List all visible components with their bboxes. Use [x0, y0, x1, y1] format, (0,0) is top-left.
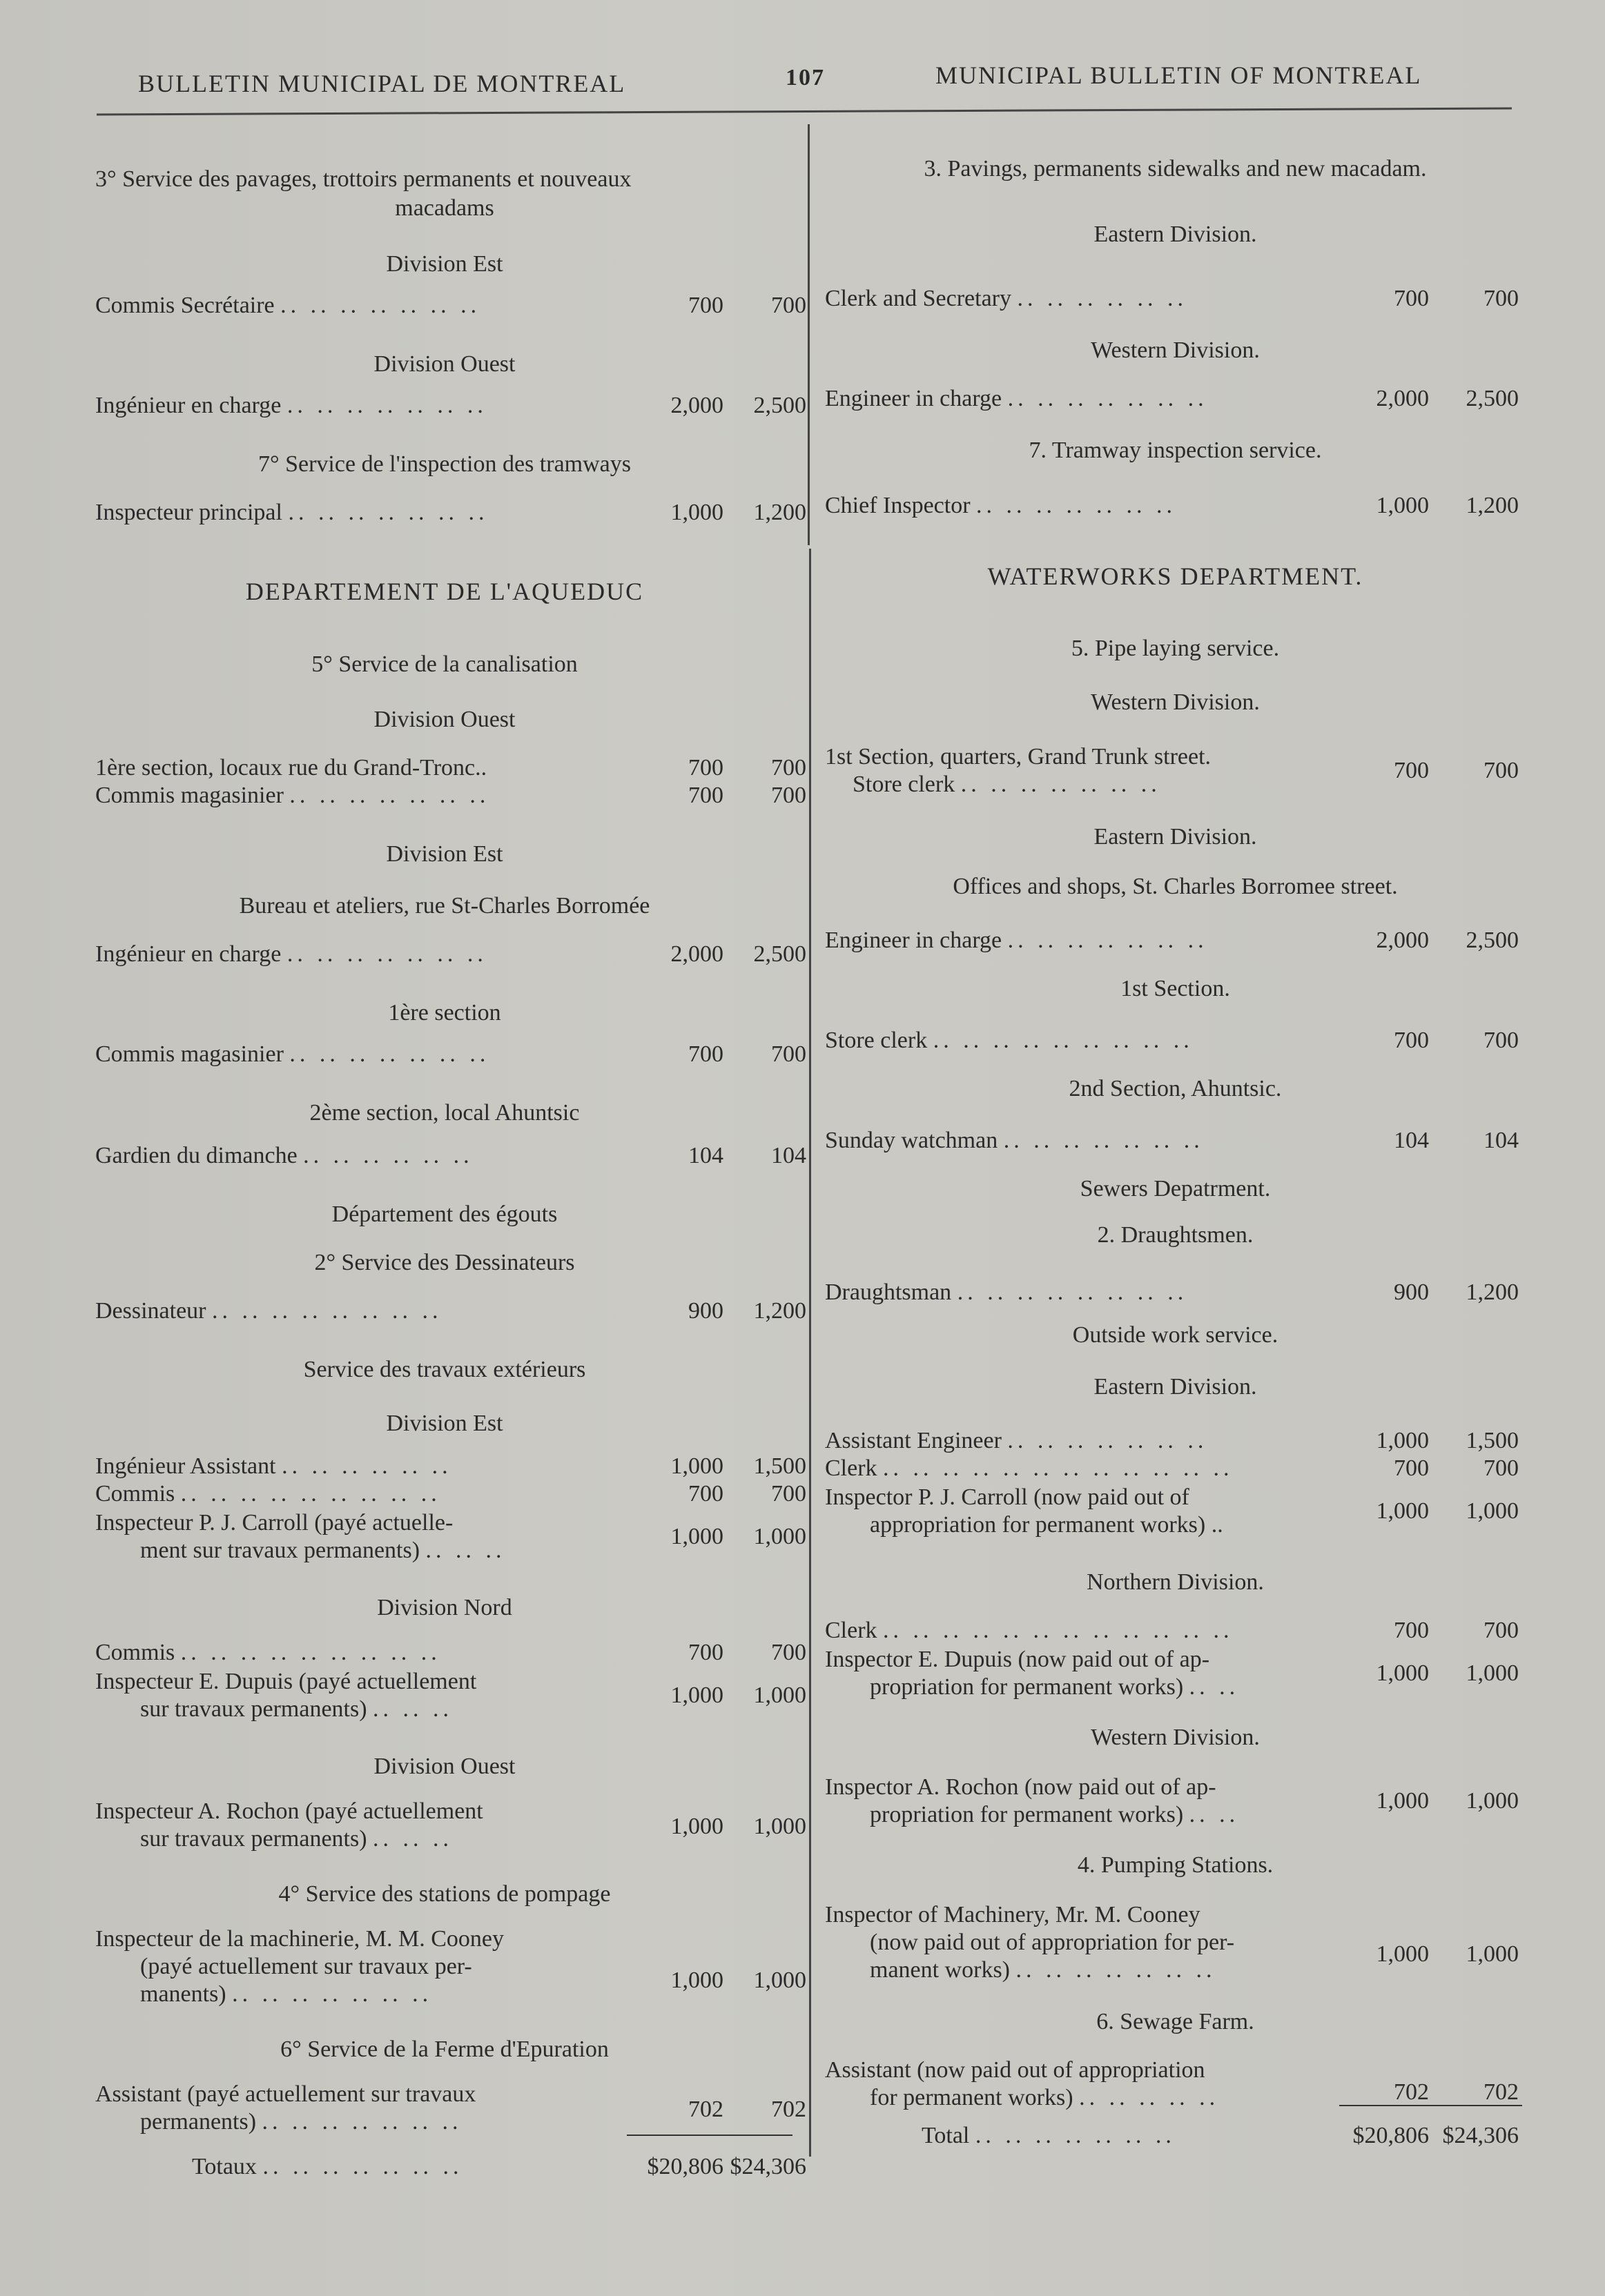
section-heading: Outside work service. [1072, 1322, 1278, 1348]
section-heading-cont: macadams [395, 195, 494, 221]
section-heading: 2. Draughtsmen. [1097, 1222, 1254, 1248]
division-heading: Division Est [386, 841, 503, 867]
header-left-title: BULLETIN MUNICIPAL DE MONTREAL [138, 70, 626, 97]
department-heading: WATERWORKS DEPARTMENT. [987, 562, 1363, 590]
section-subheading: 2ème section, local Ahuntsic [309, 1100, 580, 1126]
division-heading: Eastern Division. [1093, 222, 1257, 247]
table-row: Assistant (payé actuellement sur travaux permanents) .. .. .. .. .. .. .. 702 702 [95, 2081, 806, 2135]
page-number: 107 [786, 65, 825, 90]
table-row: Inspector A. Rochon (now paid out of ap- propriation for permanent works) .. .. 1,000 1,000 [825, 1774, 1519, 1827]
header-rule [97, 108, 1512, 116]
section-heading: 5. Pipe laying service. [1071, 636, 1280, 661]
total-underline [627, 2135, 792, 2136]
section-heading: 7° Service de l'inspection des tramways [258, 451, 631, 477]
table-row: 1st Section, quarters, Grand Trunk street. Store clerk .. .. .. .. .. .. .. 700 700 [825, 744, 1519, 797]
table-row: Inspector P. J. Carroll (now paid out of appropriation for permanent works) .. 1,000 1,000 [825, 1484, 1519, 1538]
division-heading: Division Ouest [373, 1754, 516, 1779]
page-header [97, 61, 1512, 102]
page: BULLETIN MUNICIPAL DE MONTREAL 107 MUNICIPAL BULLETIN OF MONTREAL 3° Service des pavages, trottoirs permanents et nouveaux macadams Division Est Commis Secrétaire .. .. .. .. .. .. .. 700 700 Division Ouest Ingénieur en charge .. .. .. .. .. .. .. 2,000 2,500 7° Service de l'inspection des tramways Inspecteur principal .. .. .. .. .. .. .. 1,000 1,200 DEPARTEMENT DE L'AQUEDUC 5° Service de la canalisation Division Ouest 1ère section, locaux rue du Grand-Tronc.. 700 700 Commis magasinier .. .. .. .. .. .. .. 700 700 Division Est Bureau et ateliers, rue St-Charles Borromée Ingénieur en charge .. .. .. .. .. .. .. 2,000 2,500 1ère section Commis magasinier .. .. .. .. .. .. .. 700 700 2ème section, local Ahuntsic Gardien du dimanche .. .. .. .. .. .. 104 104 Département des égouts 2° Service des Dessinateurs Dessinateur .. .. .. .. .. .. .. .. 900 1,200 Service des travaux extérieurs Division Est Ingénieur Assistant .. .. .. .. .. .. 1,000 1,500 Commis .. .. .. .. .. .. .. .. .. 700 700 Inspecteur P. J. Carroll (payé actuelle- ment sur travaux permanents) .. .. .. 1,000 1,000 Division Nord Commis .. .. .. .. .. .. .. .. .. 700 700 Inspecteur E. Dupuis (payé actuellement sur travaux permanents) .. .. .. 1,000 1,000 Division Ouest Inspecteur A. Rochon (payé actuellement sur travaux permanents) .. .. .. 1,000 1,000 4° Service des stations de pompage Inspecteur de la machinerie, M. M. Cooney (payé actuellement sur travaux per- manents) .. .. .. .. .. .. .. 1,000 1,000 6° Service de la Ferme d'Epuration Assistant (payé actuellement sur travaux permanents) .. .. .. .. .. .. .. 702 702 Totaux .. .. .. .. .. .. .. $20,806 $24,306 3. Pavings, permanents sidewalks and new macadam. Eastern Division. Clerk and Secretary .. .. .. .. .. .. 700 700 Western Division. Engineer in charge .. .. .. .. .. .. .. 2,000 2,500 7. Tramway inspection service. Chief Inspector .. .. .. .. .. .. .. 1,000 1,200 WATERWORKS DEPARTMENT. 5. Pipe laying service. Western Division. 1st Section, quarters, Grand Trunk street. Store clerk .. .. .. .. .. .. .. 700 700 Eastern Division. Offices and shops, St. Charles Borromee street. Engineer in charge .. .. .. .. .. .. .. 2,000 2,500 1st Section. Store clerk .. .. .. .. .. .. .. .. .. 700 700 2nd Section, Ahuntsic. Sunday watchman .. .. .. .. .. .. .. 104 104 Sewers Depatrment. 2. Draughtsmen. Draughtsman .. .. .. .. .. .. .. .. 900 1,200 Outside work service. Eastern Division. Assistant Engineer .. .. .. .. .. .. .. 1,000 1,500 Clerk .. .. .. .. .. .. .. .. .. .. .. .. 700 700 Inspector P. J. Carroll (now paid out of appropriation for permanent works) .. 1,000 1,000 Northern Division. Clerk .. .. .. .. .. .. .. .. .. .. .. .. 700 700 Inspector E. Dupuis (now paid out of ap- propriation for permanent works) .. .. 1,000 1,000 Western Division. Inspector A. Rochon (now paid out of ap- propriation for permanent works) .. .. 1,000 1,000 4. Pumping Stations. Inspector of Machinery, Mr. M. Cooney (now paid out of appropriation for per- manent works) .. .. .. .. .. .. .. 1,000 1,000 6. Sewage Farm. Assistant (now paid out of appropriation for permanent works) .. .. .. .. .. 702 702 Total .. .. .. .. .. .. .. $20,806 $24,306 [0, 0, 1605, 2296]
division-heading: Eastern Division. [1093, 1374, 1257, 1400]
section-subheading: 1ère section [388, 1000, 501, 1026]
section-heading: Service des travaux extérieurs [303, 1357, 586, 1382]
department-heading: DEPARTEMENT DE L'AQUEDUC [245, 578, 644, 605]
department-heading: Sewers Depatrment. [1080, 1176, 1271, 1201]
table-row: Assistant (now paid out of appropriation for permanent works) .. .. .. .. .. 702 702 [825, 2057, 1519, 2110]
section-heading: 4. Pumping Stations. [1077, 1852, 1274, 1878]
table-row: Inspecteur A. Rochon (payé actuellement sur travaux permanents) .. .. .. 1,000 1,000 [95, 1798, 806, 1852]
division-heading: Division Ouest [373, 351, 516, 377]
table-row: Inspector E. Dupuis (now paid out of ap- propriation for permanent works) .. .. 1,000 1,000 [825, 1647, 1519, 1700]
location-heading: Bureau et ateliers, rue St-Charles Borromée [239, 893, 650, 919]
section-heading: 2° Service des Dessinateurs [314, 1250, 575, 1275]
total-underline [1339, 2105, 1522, 2106]
division-heading: Division Nord [377, 1595, 512, 1620]
division-heading: Western Division. [1091, 337, 1260, 363]
table-row: Inspecteur E. Dupuis (payé actuellement sur travaux permanents) .. .. .. 1,000 1,000 [95, 1669, 806, 1722]
section-heading: 6. Sewage Farm. [1096, 2009, 1254, 2034]
column-divider-upper [808, 124, 810, 545]
section-heading: 7. Tramway inspection service. [1029, 438, 1322, 463]
department-heading: Département des égouts [331, 1201, 558, 1227]
division-heading: Division Est [386, 251, 503, 277]
section-heading: 5° Service de la canalisation [311, 651, 578, 677]
division-heading: Western Division. [1091, 689, 1260, 715]
table-row: Inspecteur de la machinerie, M. M. Cooney (payé actuellement sur travaux per- manents) .. .. .. .. .. .. .. 1,000 1,000 [95, 1926, 806, 2007]
location-heading: Offices and shops, St. Charles Borromee street. [953, 874, 1398, 899]
column-divider-lower [809, 549, 811, 2157]
division-heading: Division Est [386, 1411, 503, 1436]
header-right-title: MUNICIPAL BULLETIN OF MONTREAL [935, 61, 1422, 89]
section-heading: 6° Service de la Ferme d'Epuration [280, 2037, 609, 2062]
division-heading: Division Ouest [373, 707, 516, 732]
section-heading: 4° Service des stations de pompage [278, 1881, 611, 1907]
division-heading: Western Division. [1091, 1725, 1260, 1750]
division-heading: Northern Division. [1087, 1569, 1264, 1595]
table-row: Inspecteur P. J. Carroll (payé actuelle- ment sur travaux permanents) .. .. .. 1,000 1,000 [95, 1510, 806, 1563]
table-row: Inspector of Machinery, Mr. M. Cooney (now paid out of appropriation for per- manent works) .. .. .. .. .. .. .. 1,000 1,000 [825, 1902, 1519, 1983]
section-subheading: 1st Section. [1120, 976, 1230, 1001]
section-heading: 3. Pavings, permanents sidewalks and new macadam. [924, 156, 1427, 181]
section-subheading: 2nd Section, Ahuntsic. [1069, 1076, 1282, 1101]
division-heading: Eastern Division. [1093, 824, 1257, 850]
